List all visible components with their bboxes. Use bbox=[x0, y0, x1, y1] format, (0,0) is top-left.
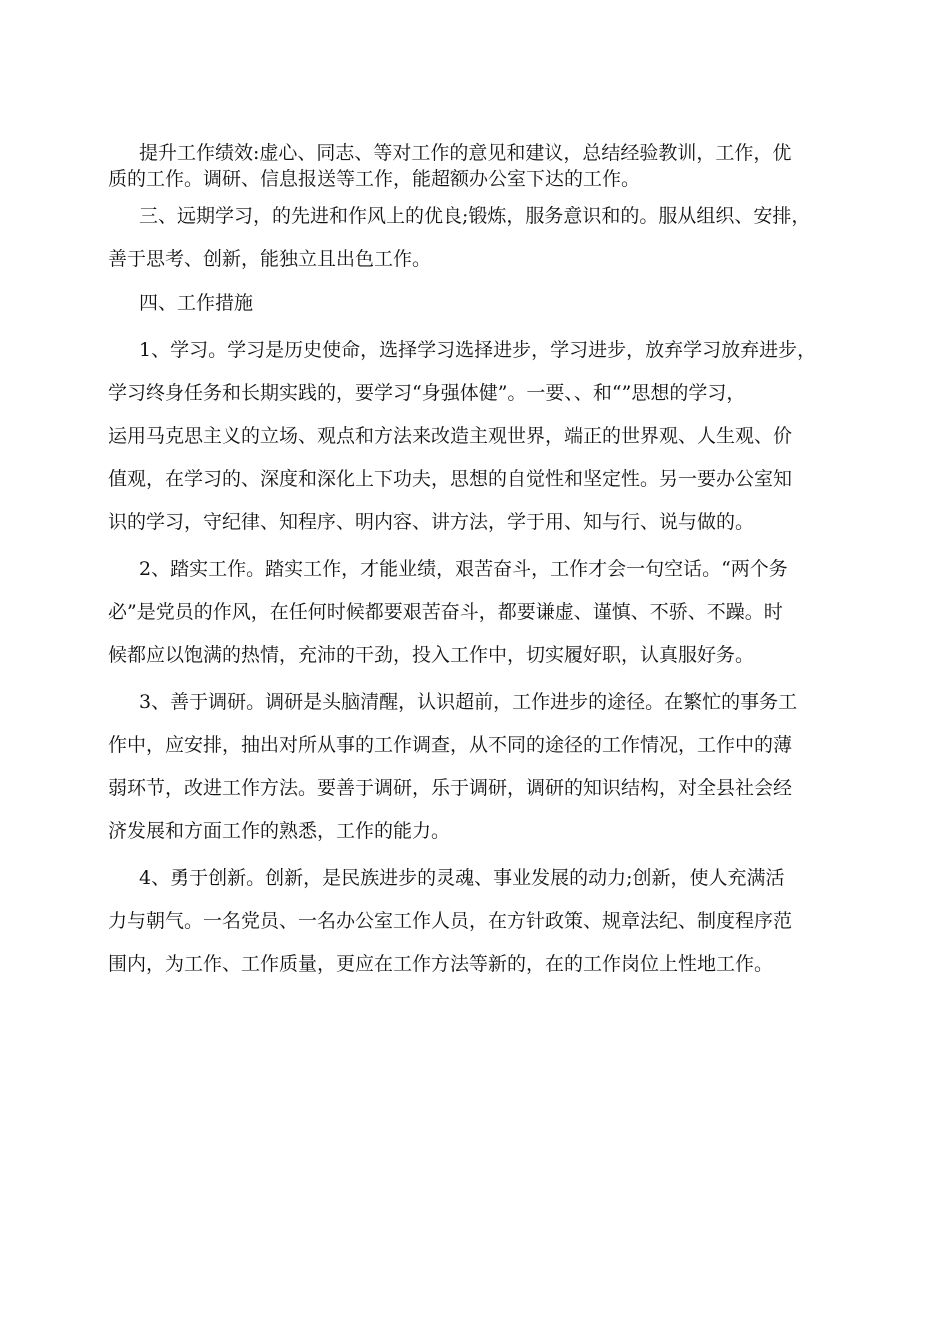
paragraph-line: 运用马克思主义的立场、观点和方法来改造主观世界，端正的世界观、人生观、价 bbox=[108, 425, 793, 447]
section-heading: 四、工作措施 bbox=[139, 292, 254, 314]
paragraph-line: 必”是党员的作风，在任何时候都要艰苦奋斗，都要谦虚、谨慎、不骄、不躁。时 bbox=[108, 601, 783, 623]
paragraph-line: 质的工作。调研、信息报送等工作，能超额办公室下达的工作。 bbox=[108, 168, 641, 190]
paragraph-line: 4、勇于创新。创新，是民族进步的灵魂、事业发展的动力;创新，使人充满活 bbox=[139, 867, 785, 889]
paragraph-line: 善于思考、创新，能独立且出色工作。 bbox=[108, 248, 432, 270]
paragraph-line: 1、学习。学习是历史使命，选择学习选择进步，学习进步，放弃学习放弃进步， bbox=[139, 339, 817, 361]
paragraph-line: 2、踏实工作。踏实工作，才能业绩，艰苦奋斗，工作才会一句空话。“两个务 bbox=[139, 558, 788, 580]
paragraph-line: 力与朝气。一名党员、一名办公室工作人员，在方针政策、规章法纪、制度程序范 bbox=[108, 910, 793, 932]
paragraph-line: 候都应以饱满的热情，充沛的干劲，投入工作中，切实履好职，认真服好务。 bbox=[108, 644, 755, 666]
paragraph-line: 提升工作绩效:虚心、同志、等对工作的意见和建议，总结经验教训，工作，优 bbox=[139, 142, 792, 164]
paragraph-line: 作中，应安排，抽出对所从事的工作调查，从不同的途径的工作情况，工作中的薄 bbox=[108, 734, 793, 756]
paragraph-line: 值观，在学习的、深度和深化上下功夫，思想的自觉性和坚定性。另一要办公室知 bbox=[108, 468, 793, 490]
paragraph-line: 识的学习，守纪律、知程序、明内容、讲方法，学于用、知与行、说与做的。 bbox=[108, 511, 755, 533]
paragraph-line: 弱环节，改进工作方法。要善于调研，乐于调研，调研的知识结构，对全县社会经 bbox=[108, 777, 793, 799]
paragraph-line: 围内，为工作、工作质量，更应在工作方法等新的，在的工作岗位上性地工作。 bbox=[108, 953, 774, 975]
paragraph-line: 三、远期学习，的先进和作风上的优良;锻炼，服务意识和的。服从组织、安排， bbox=[139, 205, 811, 227]
paragraph-line: 济发展和方面工作的熟悉，工作的能力。 bbox=[108, 820, 451, 842]
paragraph-line: 学习终身任务和长期实践的，要学习“身强体健”。一要、、和“”思想的学习， bbox=[108, 382, 746, 404]
paragraph-line: 3、善于调研。调研是头脑清醒，认识超前，工作进步的途径。在繁忙的事务工 bbox=[139, 691, 798, 713]
